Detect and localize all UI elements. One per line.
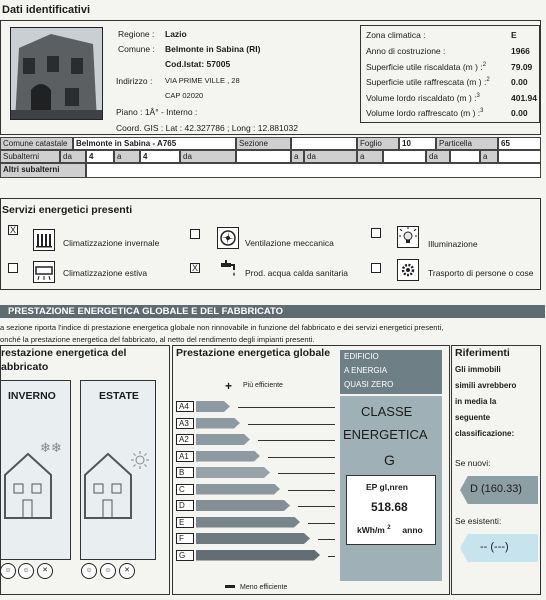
comune-catastale-value: Belmonte in Sabina - A765	[73, 137, 236, 150]
cap-value: CAP 02020	[165, 91, 204, 100]
smiley-icon: ☺	[0, 563, 16, 579]
class-guide-line	[258, 440, 335, 441]
se-esistenti-value: -- (---)	[480, 541, 509, 553]
class-bar-g	[196, 550, 320, 561]
illuminazione-label: Illuminazione	[428, 239, 478, 249]
vol-risc-label: Volume lordo riscaldato (m ) :$^3$	[366, 93, 480, 103]
riferimenti-text-2: simili avrebbero	[455, 381, 517, 390]
ventilazione-meccanica-label: Ventilazione meccanica	[245, 238, 334, 248]
indirizzo-value: VIA PRIME VILLE , 28	[165, 76, 240, 85]
class-label-f: F	[176, 533, 194, 544]
class-bar-f	[196, 533, 310, 544]
regione-value: Lazio	[165, 29, 187, 39]
neutral-face-icon: ☺	[18, 563, 34, 579]
se-nuovi-label: Se nuovi:	[455, 458, 491, 468]
minus-icon	[225, 585, 235, 588]
class-guide-line	[318, 539, 335, 540]
anno-label: Anno di costruzione :	[366, 46, 446, 56]
meno-efficiente-label: Meno efficiente	[240, 584, 288, 591]
sub-from-2	[236, 150, 291, 163]
class-label-a3: A3	[176, 418, 194, 429]
regione-label: Regione :	[118, 29, 155, 39]
vol-risc-exp: 3	[476, 93, 480, 100]
cod-istat: Cod.Istat: 57005	[165, 59, 231, 69]
indirizzo-label: Indirizzo :	[116, 76, 153, 86]
fabbricato-title-2: abbricato	[1, 361, 49, 373]
se-nuovi-value: D (160.33)	[470, 483, 522, 495]
sub-a-label-3: a	[357, 150, 383, 163]
checkbox-trasporto-persone[interactable]	[371, 263, 381, 273]
class-guide-line	[278, 473, 335, 474]
sub-da-label-1: da	[60, 150, 86, 163]
edificio-line-3: QUASI ZERO	[344, 380, 394, 389]
class-guide-line	[298, 506, 335, 507]
class-label-a4: A4	[176, 401, 194, 412]
sun-icon	[130, 450, 150, 470]
riferimenti-text-4: seguente	[455, 413, 491, 422]
inverno-label: INVERNO	[8, 390, 56, 402]
piano-value: Piano : 1Â° - Interno :	[116, 107, 198, 117]
water-tap-icon	[217, 259, 239, 281]
building-photo	[10, 27, 103, 120]
class-label-a2: A2	[176, 434, 194, 445]
coord-gis: Coord. GIS : Lat : 42.327786 ; Long : 12.881032	[116, 123, 298, 133]
altri-subalterni-value	[86, 163, 541, 178]
sup-risc-value: 79.09	[511, 62, 533, 72]
sub-a-label-2: a	[291, 150, 304, 163]
zona-value: E	[511, 30, 517, 40]
sub-da-label-4: da	[426, 150, 450, 163]
globale-title: Prestazione energetica globale	[176, 347, 331, 359]
checkbox-illuminazione[interactable]	[371, 228, 381, 238]
comune-label: Comune :	[118, 44, 155, 54]
sup-raff-label: Superficie utile raffrescata (m ) :$^2$	[366, 77, 490, 87]
zona-label: Zona climatica :	[366, 30, 426, 40]
classe-value: G	[384, 452, 395, 468]
ep-unit-exp: 2	[387, 525, 391, 532]
class-guide-line	[248, 424, 335, 425]
class-bar-a2	[196, 434, 250, 445]
comune-catastale-label: Comune catastale	[0, 137, 73, 150]
section-title-dati: Dati identificativi	[2, 4, 91, 16]
sup-risc-label: Superficie utile riscaldata (m ) :$^2$	[366, 62, 487, 72]
class-label-e: E	[176, 517, 194, 528]
riferimenti-text-1: Gli immobili	[455, 365, 501, 374]
sub-to-3	[383, 150, 426, 163]
anno-value: 1966	[511, 46, 530, 56]
class-bar-a3	[196, 418, 240, 429]
climatizzazione-invernale-label: Climatizzazione invernale	[63, 238, 160, 248]
class-guide-line	[288, 490, 335, 491]
servizi-title: Servizi energetici presenti	[2, 204, 133, 216]
class-bar-e	[196, 517, 300, 528]
prestazione-title: PRESTAZIONE ENERGETICA GLOBALE E DEL FABBRICATO	[8, 306, 283, 317]
se-esistenti-label: Se esistenti:	[455, 516, 502, 526]
gear-icon	[397, 259, 419, 281]
sup-risc-exp: 2	[482, 62, 487, 69]
checkbox-ventilazione-meccanica[interactable]	[190, 229, 200, 239]
sup-raff-value: 0.00	[511, 77, 528, 87]
class-label-a1: A1	[176, 451, 194, 462]
piu-efficiente-label: Più efficiente	[243, 382, 283, 389]
class-guide-line	[328, 556, 335, 557]
altri-subalterni-label: Altri subalterni	[0, 163, 86, 178]
foglio-label: Foglio	[357, 137, 399, 150]
sub-to-1: 4	[140, 150, 180, 163]
sub-a-label-1: a	[114, 150, 140, 163]
riferimenti-text-3: in media la	[455, 397, 497, 406]
classe-label-2: ENERGETICA	[343, 427, 428, 442]
class-guide-line	[268, 457, 335, 458]
trasporto-persone-label: Trasporto di persone o cose	[428, 268, 534, 278]
ep-unit: kWh/m $^2$ anno	[357, 525, 423, 535]
class-label-g: G	[176, 550, 194, 561]
snowflake-icon: ❄❄	[40, 440, 62, 455]
fan-icon	[217, 227, 239, 249]
sad-face-icon: ✕	[37, 563, 53, 579]
ep-value: 518.68	[371, 500, 408, 514]
sad-face-icon: ✕	[119, 563, 135, 579]
sub-from-4	[450, 150, 480, 163]
air-conditioner-icon	[33, 261, 55, 283]
sub-from-1: 4	[86, 150, 114, 163]
sub-da-label-2: da	[180, 150, 236, 163]
smiley-icon: ☺	[81, 563, 97, 579]
classe-label-1: CLASSE	[361, 404, 413, 419]
prestazione-desc-2: onché la prestazione energetica del fabbricato, al netto del rendimento degli impianti presenti.	[0, 335, 315, 344]
estate-label: ESTATE	[99, 390, 139, 402]
radiator-icon	[33, 229, 55, 251]
checkbox-climatizzazione-estiva[interactable]	[8, 263, 18, 273]
vol-raff-exp: 3	[480, 108, 484, 115]
sezione-value	[291, 137, 357, 150]
sup-raff-exp: 2	[486, 77, 490, 84]
riferimenti-title: Riferimenti	[455, 347, 510, 359]
checkbox-climatizzazione-invernale[interactable]: X	[9, 225, 16, 235]
vol-raff-value: 0.00	[511, 108, 528, 118]
class-bar-d	[196, 500, 290, 511]
riferimenti-text-5: classificazione:	[455, 429, 515, 438]
fabbricato-title-1: restazione energetica del	[1, 347, 127, 359]
prod-acqua-calda-label: Prod. acqua calda sanitaria	[245, 268, 349, 278]
particella-value: 65	[498, 137, 541, 150]
sezione-label: Sezione	[236, 137, 291, 150]
class-label-d: D	[176, 500, 194, 511]
vol-risc-value: 401.94	[511, 93, 537, 103]
edificio-line-1: EDIFICIO	[344, 352, 379, 361]
climatizzazione-estiva-label: Climatizzazione estiva	[63, 268, 148, 278]
class-guide-line	[308, 523, 335, 524]
sub-a-label-4: a	[480, 150, 498, 163]
sub-to-4	[498, 150, 541, 163]
class-guide-line	[238, 407, 335, 408]
class-bar-a4	[196, 401, 230, 412]
checkbox-prod-acqua-calda[interactable]: X	[191, 263, 198, 273]
ep-label: EP gl,nren	[366, 482, 408, 492]
sub-da-label-3: da	[304, 150, 357, 163]
lightbulb-icon	[397, 226, 419, 248]
neutral-face-icon: ☺	[100, 563, 116, 579]
prestazione-desc-1: a sezione riporta l'indice di prestazione energetica globale non rinnovabile in funzione del fabbricato e dei servizi energetici presenti,	[0, 323, 444, 332]
plus-icon: +	[225, 379, 233, 393]
subalterni-label: Subalterni	[0, 150, 60, 163]
edificio-line-2: A ENERGIA	[344, 366, 388, 375]
particella-label: Particella	[436, 137, 498, 150]
vol-raff-label: Volume lordo raffrescato (m ) :$^3$	[366, 108, 484, 118]
class-label-c: C	[176, 484, 194, 495]
class-label-b: B	[176, 467, 194, 478]
class-bar-a1	[196, 451, 260, 462]
class-bar-c	[196, 484, 280, 495]
comune-value: Belmonte in Sabina (RI)	[165, 44, 261, 54]
class-bar-b	[196, 467, 270, 478]
foglio-value: 10	[399, 137, 436, 150]
